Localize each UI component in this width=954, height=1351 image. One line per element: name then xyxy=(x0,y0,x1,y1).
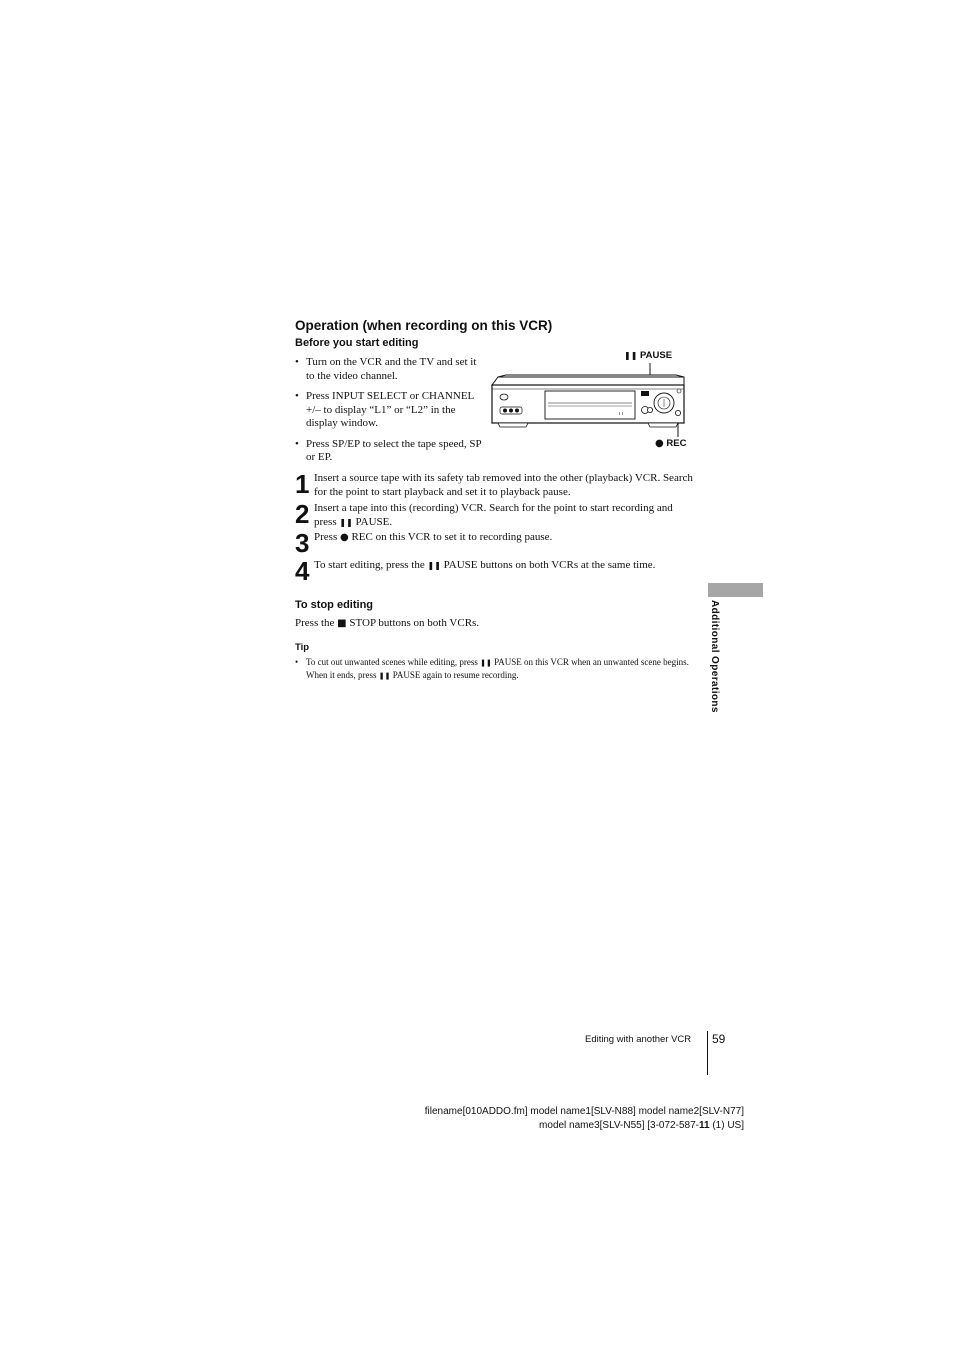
before-editing-list xyxy=(295,356,485,472)
step-number: 1 xyxy=(295,469,310,499)
before-editing-heading: Before you start editing xyxy=(295,337,419,349)
stop-editing-text: Press the ■ STOP buttons on both VCRs. xyxy=(295,617,480,629)
step-number: 4 xyxy=(295,556,310,586)
list-item: • To cut out unwanted scenes while editing, press ❚❚ PAUSE on this VCR when an unwanted scene begins. When it ends, press ❚❚ PAUSE again to resume recording. xyxy=(306,656,706,682)
pause-icon: ❚❚ xyxy=(339,518,353,527)
step-text: Press ● REC on this VCR to set it to recording pause. xyxy=(314,531,553,543)
side-tab-label xyxy=(708,600,724,730)
tip-list xyxy=(295,656,706,682)
pause-icon: ❚❚ xyxy=(378,672,391,680)
rec-icon: ● xyxy=(655,438,664,449)
pause-icon: ❚❚ xyxy=(624,351,638,360)
rec-callout-label: REC xyxy=(666,438,687,449)
pause-callout-label: PAUSE xyxy=(640,350,673,361)
stop-editing-heading: To stop editing xyxy=(295,599,374,611)
tip-heading: Tip xyxy=(295,642,310,653)
stop-icon: ■ xyxy=(337,618,347,629)
step-text: Insert a tape into this (recording) VCR. Search for the point to start recording and press ❚❚ PAUSE. xyxy=(314,502,673,528)
page-number: 59 xyxy=(712,1032,726,1046)
side-tab-bar xyxy=(708,583,763,597)
pause-icon: ❚❚ xyxy=(480,659,492,667)
rec-icon: ● xyxy=(339,532,349,543)
step-text: To start editing, press the ❚❚ PAUSE buttons on both VCRs at the same time. xyxy=(314,559,656,571)
file-metadata-line-1: filename[010ADDO.fm] model name1[SLV-N88] model name2[SLV-N77] xyxy=(424,1106,744,1117)
step-number: 3 xyxy=(295,528,310,558)
page-title: Operation (when recording on this VCR) xyxy=(295,318,553,333)
step-text: Insert a source tape with its safety tab removed into the other (playback) VCR. Search for the point to start playback and set it to playback pause. xyxy=(314,472,693,498)
list-item: • Turn on the VCR and the TV and set it to the video channel. xyxy=(295,356,485,383)
file-metadata-line-2: model name3[SLV-N55] [3-072-587-11 (1) US] xyxy=(539,1120,744,1131)
vcr-illustration xyxy=(488,345,698,455)
list-item: • Press SP/EP to select the tape speed, SP or EP. xyxy=(295,438,485,465)
step-number: 2 xyxy=(295,499,310,529)
list-item: • Press INPUT SELECT or CHANNEL +/– to display “L1” or “L2” in the display window. xyxy=(295,390,485,431)
footer-divider xyxy=(707,1031,708,1075)
rec-callout xyxy=(655,438,686,449)
footer-section-label: Editing with another VCR xyxy=(585,1034,692,1045)
side-tab-text: Additional Operations xyxy=(709,600,720,713)
pause-icon: ❚❚ xyxy=(427,561,441,570)
svg-text:ı ı: ı ı xyxy=(619,411,624,417)
